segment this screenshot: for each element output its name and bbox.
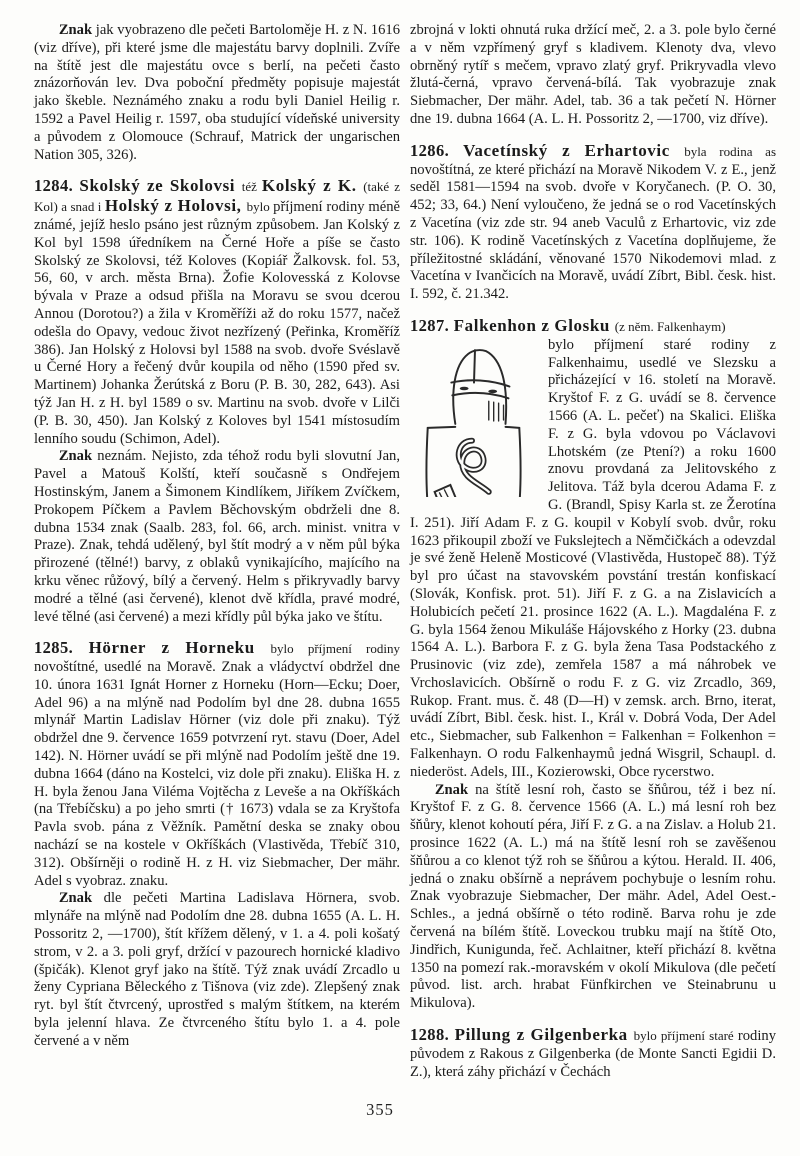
entry-1284-skolsky	[34, 177, 400, 448]
paragraph-znak-falkenhon	[410, 782, 776, 1013]
entry-1285-horner	[34, 639, 400, 890]
text-run: (z něm. Falkenhaym)	[614, 318, 726, 334]
text-run: rodiny původem z Rakous z Gilgenberka (de Monte Sancti Egidii D. Z.), která záhy přichází v Čechách	[410, 1028, 776, 1080]
text-run: 1284.	[34, 176, 80, 196]
text-run: (také z Kol) a snad i	[34, 179, 400, 215]
text-run: Holský z Holovsi,	[104, 196, 247, 216]
text-run: na štítě lesní roh, často se šňůrou, též i bez ní. Kryštof F. z G. 8. července 1566 (A. L.) má lesní roh bez šňůry, klenot kohoutí péra, Jiří F. z G. a na Zislav. a Holub 21. prosince 1622 (A. L.) má na štítě lesní roh se zavěšenou šňůrou a co klenot týž roh se šňůrou a kýtou. Herald. II. 406, jedná o znaku obšírně a neprávem pochybuje o lesním rohu. Znak vyobrazuje Siebmacher, Der mähr. Adel, Adel Oest.-Schles., a jedná obšírně o této rodině. Barva rohu je zde červená na bílém štítě. Loveckou trubku mají na štítě Oto, Jindřich, Kunigunda, řeč. Achlaitner, kteří přichází 8. května 1350 na pomezí rak.-moravském v okolí Mikulova (dle pečetí původ. list. arch. hrabat Fünfkirchen ve Steinabrunu u Mikulova).	[410, 781, 776, 1012]
text-run: bylo příjmení rodiny	[270, 641, 400, 657]
text-run: 1286.	[410, 140, 464, 160]
entry-1287-falkenhon-heading	[410, 317, 776, 337]
text-run: jak vyobrazeno dle pečeti Bartoloměje H. z N. 1616 (viz dříve), při které jsme dle majestátu barvy doplnili. Zvíře na štítě jest dle majestátu ovce s berlí, na pečeti často znázorňován lev. Dva poboční předměty popisuje majestát jako škeble. Neznámého znaku a rodu byli Daniel Heilig r. 1592 a Pavel Heilig r. 1597, oba studující vídeňské university a původem z Olomouce (Schrauf, Matrick der ungarischen Nation 305, 326).	[34, 22, 400, 163]
text-run: Znak	[434, 781, 469, 798]
paragraph-horner-continuation	[410, 22, 776, 129]
text-run: Hörner z Horneku	[88, 638, 271, 658]
text-run: Znak	[58, 22, 93, 38]
text-run: dle pečeti Martina Ladislava Hörnera, svob. mlynáře na mlýně nad Podolím dne 28. dubna 1655 (A. L. H. Possoritz 2, —1700), štít křížem dělený, v 1. a 4. poli košatý strom, v 2. a 3. poli gryf, držící v pazourech hornické kladivo (špičák). Klenot gryf jako na štítě. Týž znak uvádí Zrcadlo u ženy Cypriana Běleckého z Tišnova (viz zde). Zlepšený znak ryt. byl štít čtvrcený, uprostřed s malým štítkem, na kterém byla jelenní hlava. Ze čtvrceného štítu bylo 1. a 4. pole červené a v něm	[34, 890, 400, 1049]
text-run: novoštítná, ze které přichází na Moravě Nikodem V. z E., jenž seděl 1581—1594 na svob. dvoře v Koryčanech. (P. O. 30, 452; 33, 64.) Není vyloučeno, že jedná se o rod Vacetínských z Vacetína (viz zde str. 94 aneb Vaculů z Erhartovic, viz zde str. 106). K rodině Vacetínských z Vacetína doplňujeme, že příležitostné skládání, věnované 1570 Nikodemovi mlad. z Vacetína v Ivančicích na Moravě, uvádí Zíbrt, Bibl. česk. hist. I. 592, č. 21.342.	[410, 161, 776, 303]
text-run: byla rodina as	[684, 143, 777, 159]
text-run: Falkenhon z Glosku	[453, 315, 615, 335]
text-run: Znak	[58, 448, 93, 465]
text-run: novoštítné, usedlé na Moravě. Znak a vládyctví obdržel dne 10. února 1631 Ignát Horner z Horneku (Horn—Ecku; Doer, Adel 96) a na mlýně nad Podolím byl dne 28. dubna 1655 mlynář Martin Ladislav Hörner (viz dole při znaku). Týž obdržel dne 9. července 1659 potvrzení ryt. stavu (Doer, Adel 142). N. Hörner uvádí se při mlýně nad Podolím ještě dne 19. dubna 1664 (dáno na Kostelci, viz dole při znaku). Eliška H. z H. byla ženou Jana Viléma Vojtěcha z Leveše a na Okříškách (na Třebíčsku) a po jeho smrti († 1673) vdala se za Kryštofa Pavla svob. pána z Věžník. Pamětní deska se znaky obou nachází se na kostele v Okříškách (Vlastivěda, Třebíč 310, 312). Obšírněji o rodině H. z H. viz Siebmacher, Der mähr. Adel s vyobraz. znaku.	[34, 659, 400, 889]
paragraph-znak-neznam	[34, 448, 400, 626]
text-run: Vacetínský z Erhartovic	[463, 140, 685, 160]
left-column	[34, 22, 400, 1051]
entry-1288-pillung	[410, 1026, 776, 1081]
text-run: Kolský z K.	[261, 176, 364, 196]
text-run: bylo	[246, 199, 274, 215]
right-column	[410, 22, 776, 1081]
text-run: 1288.	[410, 1025, 455, 1045]
text-run: Pillung z Gilgenberka	[454, 1025, 634, 1045]
paragraph-znak-heilig	[34, 22, 400, 164]
text-run: Skolský ze Skolovsi	[79, 176, 242, 196]
text-run: 1287.	[410, 315, 454, 335]
text-run: bylo příjmení staré	[633, 1028, 738, 1044]
page-number: 355	[366, 1100, 394, 1119]
paragraph-znak-horner	[34, 890, 400, 1050]
text-run: neznám. Nejisto, zda téhož rodu byli slovutní Jan, Pavel a Matouš Kolští, kteří současně s Ondřejem Hostinským, Janem a Šimonem Kindlíkem, Jiříkem Zvíčkem, Prokopem Píčkem a Pavlem Běchovským obdrželi dne 8. dubna 1534 znak (Saalb. 283, fol. 66, arch. minist. vnitra v Praze). Znak, tehdá udělený, byl štít modrý a v něm půl býka přirozené (tělné!) barvy, z oblaků vynikajícího, majícího na krku věnec růžový, bílý a červený. Helm s přikryvadly barvy modré a tělné (asi červené), klenot dvě křídla, pravé modré, levé tělné (asi červené) a mezi křídly půl býka jako ve štítu.	[34, 448, 400, 625]
text-run: též	[241, 179, 262, 195]
entry-1287-falkenhon-body	[410, 337, 776, 782]
text-run: příjmení rodiny méně známé, jejíž heslo psáno jest různým způsobem. Jan Kolský z Kol byl 1598 úředníkem na Černé Hoře a píše se často Skolský ze Skolovsi, též Koloves (Kopiář Žalkovsk. fol. 53, 56, 60, v arch. města Brna). Žofie Kolovesská z Kolovse bývala v Praze a odsud přišla na Moravu se svou dcerou Annou (Dorotou?) a žila v Kroměříži až do roku 1577, načež odešla do Opavy, vedouc život nezřízený (Peřinka, Kroměříž 386). Jan Holský z Holovsi byl 1588 na svob. dvoře Svéslavě u Černé Hory a řečený dvůr koupila od něho (1590 před sv. Martinem) Johanka Žerútská z Boru (P. B. 30, 282, 643). Asi týž Jan H. z H. byl 1589 o sv. Martinu na svob. dvoře v Lilči (P. B. 30, 450). Jan Kolský z Koloves byl 1541 místosudím lenního soudu (Schimon, Adel).	[34, 199, 400, 447]
text-run: Znak	[58, 890, 93, 907]
entry-1286-vacetinsky	[410, 142, 776, 304]
falkenhon-coat-of-arms-illustration	[410, 339, 538, 497]
text-run: 1285.	[34, 638, 89, 658]
text-run: zbrojná v lokti ohnutá ruka držící meč, 2. a 3. pole bylo černé a v něm vzpřímený gryf s kladivem. Klenoty dva, vlevo obrněný rytíř s mečem, vpravo zlatý gryf. Prikryvadla vlevo žlutá-černá, vpravo červená-bílá. Tak vyobrazuje znak Siebmacher, Der mähr. Adel, tab. 36 a tak pečetí N. Hörner dne 19. dubna 1664 (A. L. H. Possoritz 2, —1700, viz dříve).	[410, 22, 776, 127]
text-run: bylo příjmení staré rodiny z Falkenhaimu, usedlé ve Slezsku a přicházející v 16. století na Moravě. Kryštof F. z G. uvádí se 8. července 1566 (A. L. pečeť) na Skalici. Eliška F. z G. byla vdovou po Václavovi Lhotském (ze Ptení?) a roku 1600 znovu provdaná za Jelitovského z Jelitova. Táž byla dcerou Adama F. z G. (Brandl, Spisy Karla st. ze Žerotína I. 251). Jiří Adam F. z G. koupil v Kobylí svob. dvůr, roku 1623 přikoupil zboží ve Fukslejtech a Němčičkách a odevzdal je své ženě Heleně Mosticové (Vlastivěda, Hustopeč 88). Týž byl pro účast na stavovském povstání trestán konfiskací (Slovák, Konfisk. prot. 51). Jiří F. z G. a na Zislavicích a Holubicích pečetí 21. prosince 1622 (A. L.). Magdaléna F. z G. byla 1564 ženou Mikuláše Hájovského z Horky (23. dubna 1564 A. L.). Barbora F. z G. byla žena Tasa Podstackého z Prusinovic (viz zde), zemřela 1587 a má náhrobek ve Vrchoslavicích. Obšírně o rodu F. z G. viz Zrcadlo, 369, Rukop. Frant. mus. č. 48 (D—H) v zemsk. arch. Brno, iterat, uvádí Zíbrt, Bibl. česk. hist. I., Král v. Dobrá Voda, Der Adel etc., Siebmacher, sub Falkenhon = Falkenhan = Folkenhon = Falkenhayn. O rodu Falkenhaymů jedná Wisgril, Schaupl. d. niederöst. Adels, III., Kozierowski, Obce rycerstwo.	[410, 336, 776, 780]
